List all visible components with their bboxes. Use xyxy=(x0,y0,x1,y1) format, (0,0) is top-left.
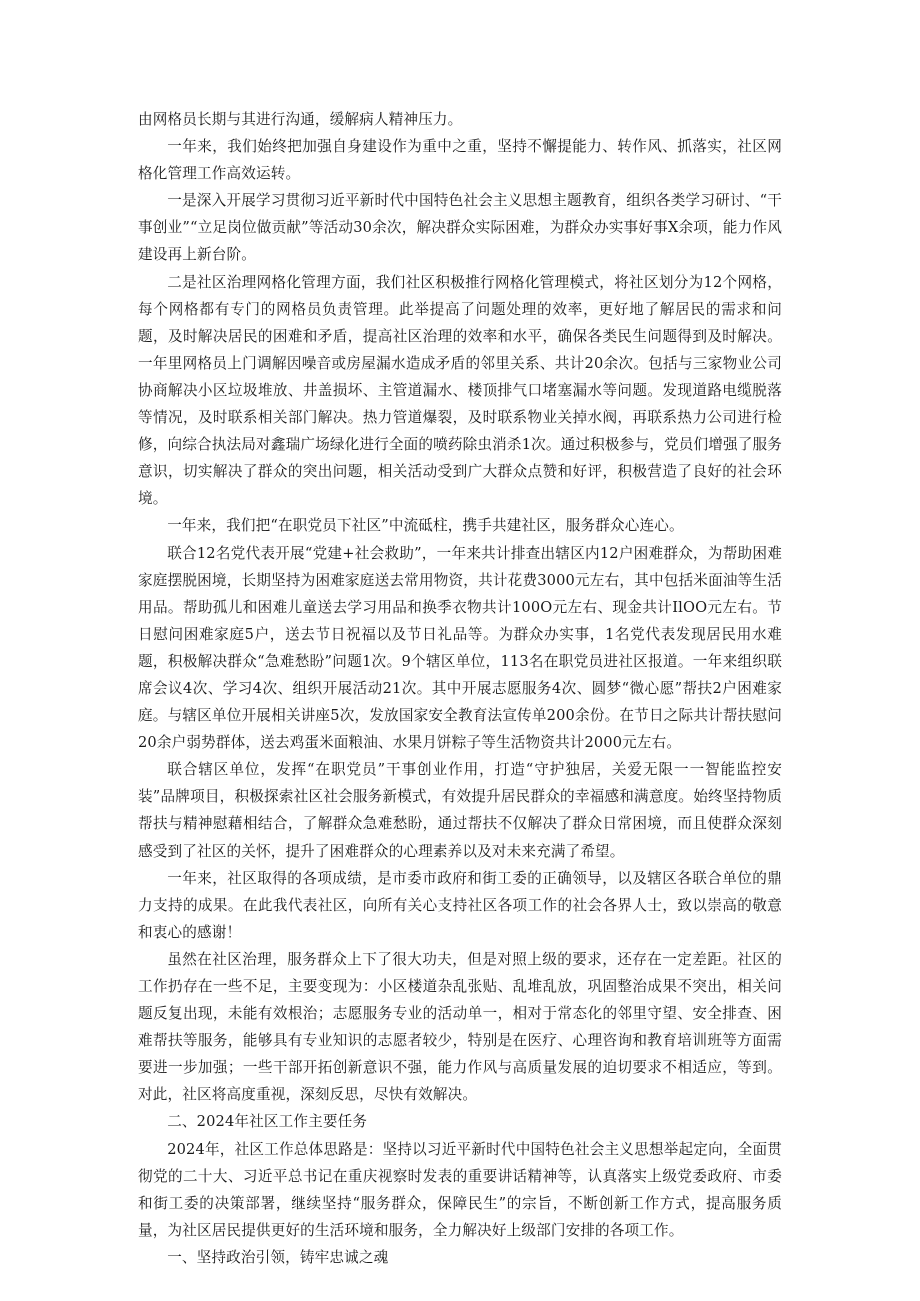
paragraph-8: 一年来，社区取得的各项成绩，是市委市政府和街工委的正确领导，以及辖区各联合单位的鼎力支持的成果。在此我代表社区，向所有关心支持社区各项工作的社会各界人士，致以崇高的敬意和衷心的感谢！ xyxy=(138,869,782,941)
document-page xyxy=(138,106,782,1271)
paragraph-2: 一年来，我们始终把加强自身建设作为重中之重，坚持不懈提能力、转作风、抓落实，社区网格化管理工作高效运转。 xyxy=(138,138,782,183)
paragraph-7: 联合辖区单位，发挥“在职党员”干事创业作用，打造“守护独居，关爱无限一一智能监控安装”品牌项目，积极探索社区社会服务新模式，有效提升居民群众的幸福感和满意度。始终坚持物质帮扶与精神慰藉相结合，了解群众急难愁盼，通过帮扶不仅解决了群众日常困境，而且使群众深刻感受到了社区的关怀，提升了困难群众的心理素养以及对未来充满了希望。 xyxy=(138,761,782,860)
paragraph-5: 一年来，我们把“在职党员下社区”中流砥柱，携手共建社区，服务群众心连心。 xyxy=(167,517,684,535)
section-heading-2024-tasks: 二、2024年社区工作主要任务 xyxy=(167,1113,368,1131)
subsection-heading-political-guidance: 一、坚持政治引领，铸牢忠诚之魂 xyxy=(167,1248,389,1266)
paragraph-4: 二是社区治理网格化管理方面，我们社区积极推行网格化管理模式，将社区划分为12个网格，每个网格都有专门的网格员负责管理。此举提高了问题处理的效率，更好地了解居民的需求和问题，及时解决居民的困难和矛盾，提高社区治理的效率和水平，确保各类民生问题得到及时解决。一年里网格员上门调解因噪音或房屋漏水造成矛盾的邻里关系、共计20余次。包括与三家物业公司协商解决小区垃圾堆放、井盖损坏、主管道漏水、楼顶排气口堵塞漏水等问题。发现道路电缆脱落等情况，及时联系相关部门解决。热力管道爆裂，及时联系物业关掉水阀，再联系热力公司进行检修，向综合执法局对鑫瑞广场绿化进行全面的喷药除虫消杀1次。通过积极参与，党员们增强了服务意识，切实解决了群众的突出问题，相关活动受到广大群众点赞和好评，积极营造了良好的社会环境。 xyxy=(138,273,782,508)
paragraph-3: 一是深入开展学习贯彻习近平新时代中国特色社会主义思想主题教育，组织各类学习研讨、“干事创业”“立足岗位做贡献”等活动30余次，解决群众实际困难，为群众办实事好事X余项，能力作风建设再上新台阶。 xyxy=(138,192,782,264)
paragraph-1: 由网格员长期与其进行沟通，缓解病人精神压力。 xyxy=(138,111,463,128)
paragraph-6: 联合12名党代表开展“党建+社会救助”，一年来共计排查出辖区内12户困难群众，为帮助困难家庭摆脱困境，长期坚持为困难家庭送去常用物资，共计花费3000元左右，其中包括米面油等生活用品。帮助孤儿和困难儿童送去学习用品和换季衣物共计100O元左右、现金共计IlOO元左右。节日慰问困难家庭5户，送去节日祝福以及节日礼品等。为群众办实事，1名党代表发现居民用水难题，积极解决群众“急难愁盼”问题1次。9个辖区单位，113名在职党员进社区报道。一年来组织联席会议4次、学习4次、组织开展活动21次。其中开展志愿服务4次、圆梦“微心愿”帮扶2户困难家庭。与辖区单位开展相关讲座5次，发放国家安全教育法宣传单200余份。在节日之际共计帮扶慰问20余户弱势群体，送去鸡蛋米面粮油、水果月饼粽子等生活物资共计2000元左右。 xyxy=(138,544,782,752)
paragraph-11: 2024年，社区工作总体思路是：坚持以习近平新时代中国特色社会主义思想举起定向，全面贯彻党的二十大、习近平总书记在重庆视察时发表的重要讲话精神等，认真落实上级党委政府、市委和街工委的决策部署，继续坚持“服务群众，保障民生”的宗旨，不断创新工作方式，提高服务质量，为社区居民提供更好的生活环境和服务，全力解决好上级部门安排的各项工作。 xyxy=(138,1140,782,1239)
paragraph-9: 虽然在社区治理，服务群众上下了很大功夫，但是对照上级的要求，还存在一定差距。社区的工作扔存在一些不足，主要变现为：小区楼道杂乱张贴、乱堆乱放，巩固整治成果不突出，相关问题反复出现，未能有效根治；志愿服务专业的活动单一，相对于常态化的邻里守望、安全排查、困难帮扶等服务，能够具有专业知识的志愿者较少，特别是在医疗、心理咨询和教育培训班等方面需要进一步加强；一些干部开拓创新意识不强，能力作风与高质量发展的迫切要求不相适应，等到。对此，社区将高度重视，深刻反思，尽快有效解决。 xyxy=(138,950,782,1104)
